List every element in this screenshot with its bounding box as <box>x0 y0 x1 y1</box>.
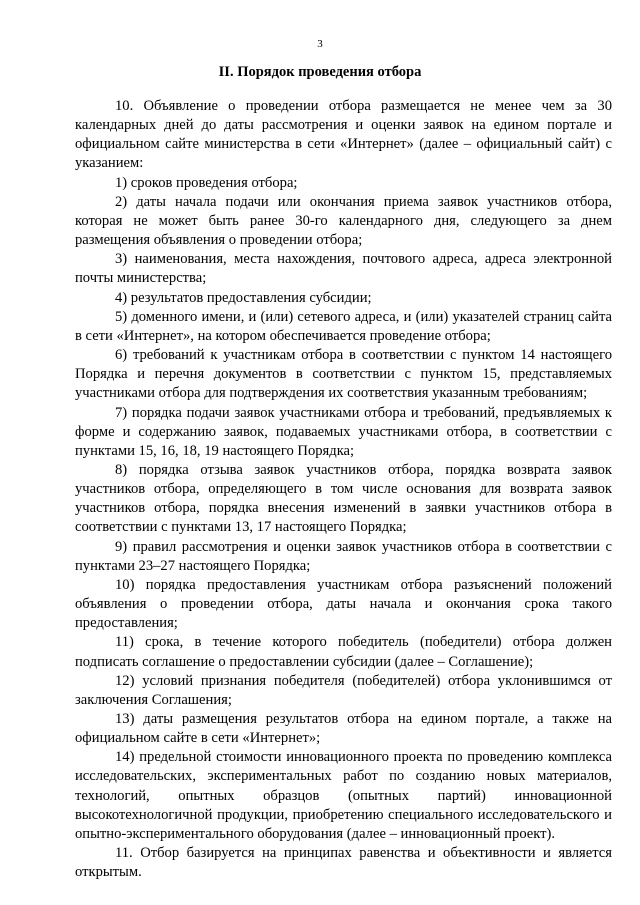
section-title: II. Порядок проведения отбора <box>218 64 422 80</box>
document-body <box>75 97 612 882</box>
list-item-14: 14) предельной стоимости инновационного проекта по проведению комплекса исследовательских, экспериментальных работ по созданию новых материалов, технологий, опытных образцов (опытных партий) инновационной высокотехнологичной продукции, приобретению специального исследовательского и опытно-экспериментального оборудования (далее – инновационный проект). <box>75 749 612 842</box>
page-number: 3 <box>317 38 323 50</box>
list-item-2: 2) даты начала подачи или окончания приема заявок участников отбора, которая не может быть ранее 30-го календарного дня, следующего за днем размещения объявления о проведении отбора; <box>75 193 612 249</box>
list-item-1: 1) сроков проведения отбора; <box>115 174 298 191</box>
list-item-11: 11) срока, в течение которого победитель (победители) отбора должен подписать соглашение о предоставлении субсидии (далее – Соглашение); <box>75 634 612 670</box>
paragraph-11-principles: 11. Отбор базируется на принципах равенства и объективности и является открытым. <box>75 845 612 881</box>
list-item-5: 5) доменного имени, и (или) сетевого адреса, и (или) указателей страниц сайта в сети «Интернет», на котором обеспечивается проведение отбора; <box>75 308 612 344</box>
list-item-10: 10) порядка предоставления участникам отбора разъяснений положений объявления о проведении отбора, даты начала и окончания срока такого предоставления; <box>75 576 612 632</box>
list-item-6: 6) требований к участникам отбора в соответствии с пунктом 14 настоящего Порядка и перечня документов в соответствии с пунктом 15, представляемых участниками отбора для подтверждения их соответствия указанным требованиям; <box>75 347 612 402</box>
list-item-8: 8) порядка отзыва заявок участников отбора, порядка возврата заявок участников отбора, определяющего в том числе основания для возврата заявок участников отбора, порядка внесения изменений в заявки участников отбора в соответствии с пунктами 13, 17 настоящего Порядка; <box>75 461 612 536</box>
list-item-12: 12) условий признания победителя (победителей) отбора уклонившимся от заключения Соглашения; <box>75 672 612 708</box>
list-item-9: 9) правил рассмотрения и оценки заявок участников отбора в соответствии с пунктами 23–27 настоящего Порядка; <box>75 538 612 574</box>
list-item-7: 7) порядка подачи заявок участниками отбора и требований, предъявляемых к форме и содержанию заявок, подаваемых участниками отбора, в соответствии с пунктами 15, 16, 18, 19 настоящего Порядка; <box>75 404 612 459</box>
list-item-3: 3) наименования, места нахождения, почтового адреса, адреса электронной почты министерства; <box>75 251 612 287</box>
list-item-13: 13) даты размещения результатов отбора на едином портале, а также на официальном сайте в сети «Интернет»; <box>75 711 612 747</box>
list-item-4: 4) результатов предоставления субсидии; <box>115 289 372 306</box>
paragraph-10-announcement: 10. Объявление о проведении отбора размещается не менее чем за 30 календарных дней до даты рассмотрения и оценки заявок на едином портале и официальном сайте министерства в сети «Интернет» (далее – официальный сайт) с указанием: <box>75 98 612 172</box>
